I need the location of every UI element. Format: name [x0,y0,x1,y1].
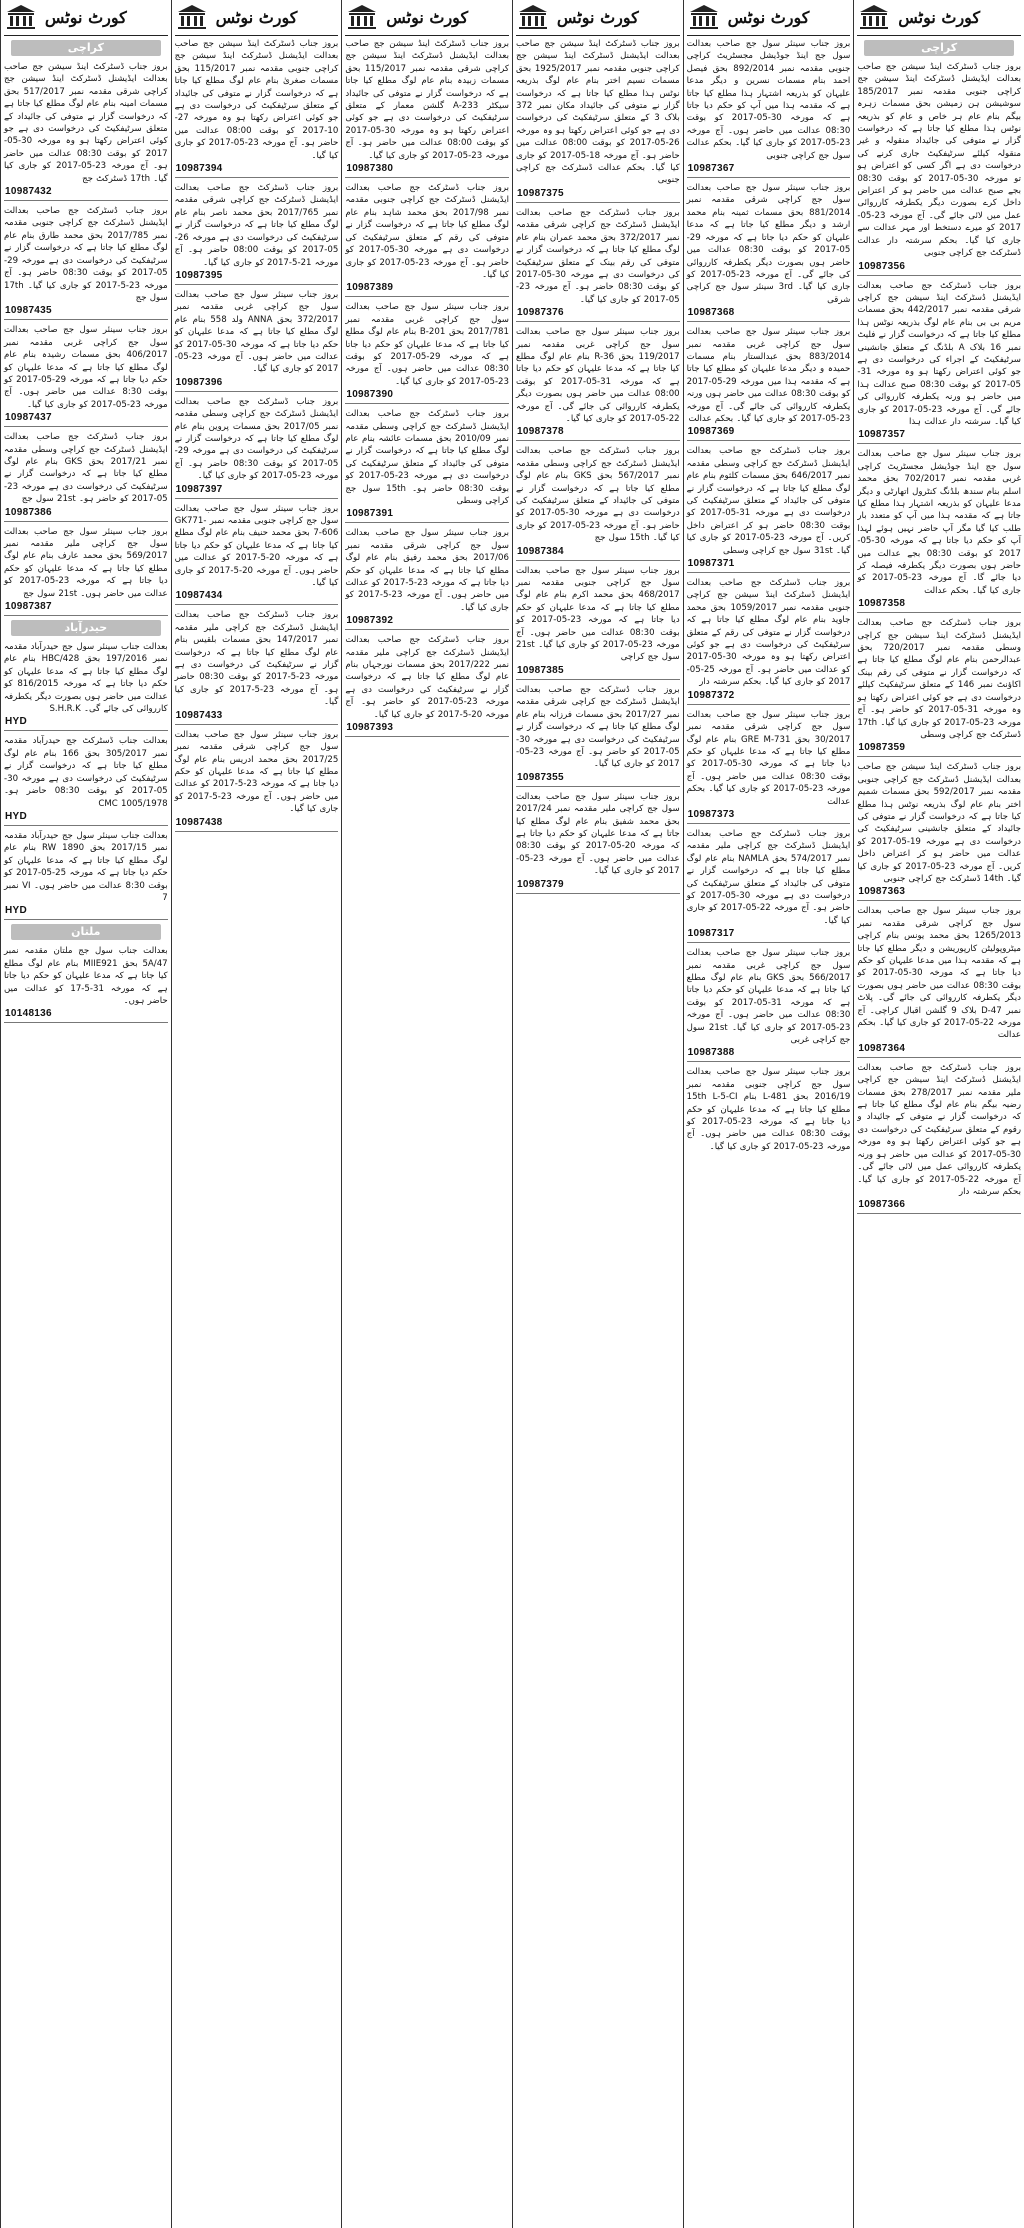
notice-reference-number: 10987434 [175,590,223,602]
notice-text: بروز جناب سینئر سول جج صاحب بعدالت سول جج کراچی غربی مقدمہ نمبر 566/2017 بحق GKS بنام عام لوگ مطلع کیا جاتا ہے کہ مدعا علیہان کو حکم دیا جاتا ہے کہ مورخہ 31-05-2017 کو بوقت 08:30 عدالت میں حاضر ہوں۔ آج مورخہ 23-05-2017 کو جاری کیا گیا۔ 21st سول جج کراچی غربی [686,948,851,1046]
notice-divider [175,831,339,832]
notice-text: بروز جناب سینئر سول جج صاحب بعدالت سول جج کراچی شرقی مقدمہ نمبر 2017/06 بحق محمد رفیق بنام عام لوگ مطلع کیا جاتا ہے کہ مدعا علیہان کو حکم دیا جاتا ہے کہ مورخہ 23-5-2017 کو عدالت میں حاضر ہوں۔ آج مورخہ 23-5-2017 کو جاری کیا گیا۔ [345,528,509,613]
notice-text: بروز جناب ڈسٹرکٹ جج صاحب بعدالت ایڈیشنل ڈسٹرکٹ جج کراچی ملیر مقدمہ نمبر 2017/222 بحق مسمات نورجہاں بنام عام لوگ مطلع کیا جاتا ہے کہ درخواست گزار نے سرٹیفکیٹ کی درخواست دی ہے مورخہ 23-05-2017 کو حاضر ہو۔ آج مورخہ 20-5-2017 کو جاری کیا گیا۔ [345,635,509,720]
notice-reference-number: 10987389 [346,282,394,294]
notice-reference-number: 10987392 [346,615,394,627]
notice-divider [4,521,168,522]
notice-text: بروز جناب ڈسٹرکٹ جج صاحب بعدالت ایڈیشنل ڈسٹرکٹ جج کراچی ملیر مقدمہ نمبر 574/2017 بحق NAMLA بنام عام لوگ مطلع کیا جاتا ہے کہ درخواست گزار نے متوفی کی جائیداد کے متعلق سرٹیفکیٹ کی درخواست دی ہے مورخہ 30-05-2017 کو حاضر ہو۔ آج مورخہ 22-05-2017 کو جاری کیا گیا۔ [686,828,851,926]
notice-reference-number: 10987359 [858,742,906,754]
notice-divider [345,736,509,737]
notice-reference-number: HYD [5,716,28,728]
notice-reference-number: 10987364 [858,1042,906,1054]
notice-reference-number: 10987355 [517,771,564,783]
notice-divider [857,443,1021,444]
column-header [857,0,1021,36]
notice-divider [175,724,339,725]
notice-divider [4,919,168,920]
notice-reference-number: 10987366 [858,1199,906,1211]
notice-reference-number: 10987317 [687,928,735,940]
notice-reference-number: 10987368 [687,307,735,319]
notice-text: بروز جناب ڈسٹرکٹ جج صاحب بعدالت ایڈیشنل ڈسٹرکٹ جج کراچی وسطی مقدمہ نمبر 2017/21 بحق GKS بنام عام لوگ مطلع کیا جاتا ہے کہ درخواست گزار نے سرٹیفکیٹ کی درخواست دی ہے مورخہ 23-05-2017 کو حاضر ہو۔ 21st سول جج [4,432,168,505]
notice-text: بروز جناب ڈسٹرکٹ جج صاحب بعدالت ایڈیشنل ڈسٹرکٹ جج کراچی ملیر مقدمہ نمبر 147/2017 بحق مسمات بلقیس بنام عام لوگ مطلع کیا جاتا ہے کہ درخواست گزار نے سرٹیفکیٹ کی درخواست دی ہے مورخہ 23-5-2017 کو بوقت 08:30 حاضر ہو۔ آج مورخہ 23-5-2017 کو جاری کیا گیا۔ [174,610,339,708]
notice-reference-number: 10987386 [5,506,52,518]
column-header [175,0,339,36]
notice-divider [4,200,168,201]
notice-text: بروز جناب سینئر سول جج صاحب بعدالت سول جج کراچی جنوبی مقدمہ نمبر GK771-7-606 بحق محمد حنیف بنام عام لوگ مطلع کیا جاتا ہے کہ مدعا علیہان کو حکم دیا جاتا ہے کہ مورخہ 20-5-2017 کو عدالت میں حاضر ہوں۔ آج مورخہ 20-5-2017 کو جاری کیا گیا۔ [174,503,339,589]
city-banner: ملتان [11,924,162,940]
notice-reference-number: 10987396 [175,376,223,388]
column-title: کورٹ نوٹس [556,8,639,27]
column-title: کورٹ نوٹس [44,8,127,27]
notice-text: بروز جناب ڈسٹرکٹ جج صاحب بعدالت ایڈیشنل ڈسٹرکٹ جج کراچی وسطی مقدمہ نمبر 646/2017 بحق مسمات کلثوم بنام عام لوگ مطلع کیا جاتا ہے کہ درخواست گزار نے متوفی کی جائیداد کے متعلق سرٹیفکیٹ کی درخواست دی ہے مورخہ 31-05-2017 کو بوقت 08:30 حاضر ہو کر اعتراض داخل کریں۔ آج مورخہ 23-05-2017 کو جاری کیا گیا۔ 31st سول جج کراچی وسطی [686,446,851,556]
notice-divider [175,391,339,392]
notice-text: بعدالت جناب سول جج ملتان مقدمہ نمبر 5A/47 بحق MIIE921 بنام عام لوگ مطلع کیا جاتا ہے کہ مدعا علیہان کو حکم دیا جاتا ہے کہ مورخہ 31-5-17 کو عدالت میں حاضر ہوں۔ [4,946,168,1006]
notice-divider [345,296,509,297]
notice-divider [687,440,851,441]
notice-divider [516,679,680,680]
column-header [345,0,509,36]
notice-divider [516,202,680,203]
notice-text: بروز جناب سینئر سول جج صاحب بعدالت سول جج کراچی غربی مقدمہ نمبر 406/2017 بحق مسمات رشیدہ بنام عام لوگ مطلع کیا جاتا ہے کہ مدعا علیہان کو حکم دیا جاتا ہے کہ مورخہ 29-05-2017 کو بوقت 8:30 عدالت میں حاضر ہوں۔ آج مورخہ 23-05-2017 کو جاری کیا گیا۔ [4,325,168,410]
notice-reference-number: 10987390 [346,389,394,401]
notice-reference-number: 10987391 [346,508,394,520]
notice-text: بعدالت جناب ڈسٹرکٹ جج حیدرآباد مقدمہ نمبر 305/2017 بحق 166 بنام عام لوگ مطلع کیا جاتا ہے کہ درخواست گزار نے سرٹیفکیٹ کی درخواست دی ہے مورخہ 30-05-2017 کو بوقت 08:30 حاضر ہو۔ 1005/1978 CMC [4,736,168,809]
notice-text: بروز جناب ڈسٹرکٹ جج صاحب بعدالت ایڈیشنل ڈسٹرکٹ اینڈ سیشن جج کراچی جنوبی مقدمہ نمبر 1059/2017 بحق محمد جاوید بنام عام لوگ مطلع کیا جاتا ہے کہ درخواست گزار نے متوفی کی رقم کے متعلق سرٹیفکیٹ کی درخواست دی ہے جو کوئی اعتراض رکھتا ہو وہ مورخہ 30-05-2017 کو عدالت میں حاضر ہو۔ آج مورخہ 25-05-2017 کو جاری کیا گیا۔ بحکم سرشتہ دار [686,578,851,688]
notice-text: بروز جناب سینئر سول جج صاحب بعدالت سول جج کراچی جنوبی مقدمہ نمبر 468/2017 بحق محمد اکرم بنام عام لوگ مطلع کیا جاتا ہے کہ مدعا علیہان کو حکم دیا جاتا ہے کہ مورخہ 23-05-2017 کو بوقت 08:30 عدالت میں حاضر ہوں۔ آج مورخہ 23-05-2017 کو جاری کیا گیا۔ 21st سول جج کراچی [516,565,680,663]
notice-column [341,0,512,2228]
city-banner: کراچی [864,40,1015,56]
notice-text: بروز جناب سینئر سول جج صاحب بعدالت سول جج کراچی غربی مقدمہ نمبر 372/2017 بحق ANNA ولد 558 بنام عام لوگ مطلع کیا جاتا ہے کہ مدعا علیہان کو حکم دیا جاتا ہے کہ مورخہ 30-05-2017 کو عدالت میں حاضر ہوں۔ آج مورخہ 23-05-2017 کو جاری کیا گیا۔ [174,289,339,375]
notice-reference-number: 10987358 [858,598,906,610]
notice-text: بروز جناب ڈسٹرکٹ جج صاحب بعدالت ایڈیشنل ڈسٹرکٹ اینڈ سیشن جج کراچی وسطی مقدمہ نمبر 720/2017 بحق عبدالرحمن بنام عام لوگ مطلع کیا جاتا ہے کہ درخواست گزار نے متوفی کی رقم بینک اکاؤنٹ نمبر 146 کے متعلق سرٹیفکیٹ کیلئے درخواست دی ہے جو کوئی اعتراض رکھتا ہو وہ مورخہ 31-05-2017 کو حاضر ہو۔ آج مورخہ 23-05-2017 کو جاری کیا گیا۔ 17th ڈسٹرکٹ جج کراچی وسطی [857,618,1021,740]
notice-reference-number: 10148136 [5,1008,52,1020]
notice-divider [4,319,168,320]
court-building-icon [177,4,207,30]
notice-text: بروز جناب سینئر سول جج صاحب بعدالت سول جج کراچی شرقی مقدمہ نمبر 881/2014 بحق مسمات ثمینہ بنام محمد ارشد و دیگر مطلع کیا جاتا ہے کہ مدعا علیہان کو حکم دیا جاتا ہے کہ مورخہ 29-05-2017 کو بوقت 08:30 عدالت میں حاضر ہوں بصورت دیگر یکطرفہ کارروائی کی جائے گی۔ آج مورخہ 23-05-2017 کو جاری کیا گیا۔ 3rd سینئر سول جج کراچی شرقی [686,183,851,305]
notice-divider [345,522,509,523]
notice-reference-number: 10987397 [175,483,223,495]
notice-text: بعدالت جناب سینئر سول جج حیدرآباد مقدمہ نمبر 2017/15 بحق RW 1890 بنام عام لوگ مطلع کیا جاتا ہے کہ مدعا علیہان کو حکم دیا جاتا ہے کہ مورخہ 25-05-2017 کو بوقت 8:30 عدالت میں حاضر ہوں۔ VI نمبر 7 [4,830,168,903]
notice-divider [687,321,851,322]
notice-text: بروز جناب سینئر سول جج صاحب بعدالت سول جج کراچی ملیر مقدمہ نمبر 569/2017 بحق محمد عارف بنام عام لوگ مطلع کیا جاتا ہے کہ مدعا علیہان کو حکم دیا جاتا ہے کہ مورخہ 23-05-2017 کو عدالت میں حاضر ہوں۔ 21st سول جج [4,526,168,599]
notice-reference-number: 10987380 [346,163,394,175]
notice-divider [857,1057,1021,1058]
notice-text: بروز جناب سینئر سول جج صاحب بعدالت سول جج اینڈ جوڈیشل مجسٹریٹ کراچی غربی مقدمہ نمبر 702/2017 بحق محمد اسلم بنام سندھ بلڈنگ کنٹرول اتھارٹی و دیگر مدعا علیہان کو بذریعہ اشتہار ہذا مطلع کیا جاتا ہے کہ مقدمہ ہذا میں آپ کو متعدد بار طلب کیا گیا مگر آپ حاضر نہیں ہوئے لہذا آپ کو حکم دیا جاتا ہے کہ مورخہ 30-05-2017 کو بوقت 08:30 بجے عدالت میں حاضر ہوں بصورت دیگر یکطرفہ فیصلہ کر دیا جائے گا۔ آج مورخہ 23-05-2017 کو جاری کیا گیا۔ بحکم عدالت [857,449,1021,596]
court-building-icon [859,4,889,30]
notice-text: بروز جناب سینئر سول جج صاحب بعدالت سول جج کراچی شرقی مقدمہ نمبر 1265/2013 بحق محمد یونس بنام کراچی میٹروپولیٹن کارپوریشن و دیگر مطلع کیا جاتا ہے کہ مقدمہ ہذا میں مدعا علیہان کو حکم دیا جاتا ہے کہ مورخہ 30-05-2017 کو بوقت 08:30 عدالت میں حاضر ہوں بصورت دیگر یکطرفہ کارروائی کی جائے گی۔ پلاٹ نمبر D-47 بلاک 9 گلشن اقبال کراچی۔ آج مورخہ 22-05-2017 کو جاری کیا گیا۔ بحکم عدالت [857,906,1021,1041]
notice-text: بروز جناب ڈسٹرکٹ اینڈ سیشن جج صاحب بعدالت ایڈیشنل ڈسٹرکٹ اینڈ سیشن جج کراچی شرقی مقدمہ نمبر 115/2017 بحق مسمات زبیدہ بنام عام لوگ مطلع کیا جاتا ہے کہ درخواست گزار نے متوفی کی جائیداد سیکٹر A-233 گلشن معمار کے متعلق سرٹیفکیٹ کی درخواست دی ہے جو کوئی اعتراض رکھتا ہو وہ مورخہ 30-05-2017 کو بوقت 08:00 عدالت میں حاضر ہو۔ آج مورخہ 23-05-2017 کو جاری کیا گیا۔ [345,39,509,161]
notice-text: بروز جناب ڈسٹرکٹ جج صاحب بعدالت ایڈیشنل ڈسٹرکٹ جج کراچی جنوبی مقدمہ نمبر 2017/785 بحق محمد طارق بنام عام لوگ مطلع کیا جاتا ہے کہ درخواست گزار نے سرٹیفکیٹ کی درخواست دی ہے مورخہ 29-05-2017 کو بوقت 08:30 حاضر ہو۔ آج مورخہ 23-5-2017 کو جاری کیا گیا۔ 17th سول جج [4,206,168,303]
notice-divider [857,756,1021,757]
notice-reference-number: 10987438 [175,816,223,828]
notice-divider [857,900,1021,901]
notice-text: بروز جناب ڈسٹرکٹ اینڈ سیشن جج صاحب بعدالت ایڈیشنل ڈسٹرکٹ جج کراچی جنوبی مقدمہ نمبر 592/2017 بحق مسمات شمیم اختر بنام عام لوگ بذریعہ نوٹس ہذا مطلع کیا جاتا ہے کہ درخواست گزار نے متوفی کی جائیداد کے متعلق جانشینی سرٹیفکیٹ کی درخواست دی ہے مورخہ 19-05-2017 کو عدالت میں حاضر ہو کر اعتراض داخل کریں۔ آج مورخہ 23-05-2017 کو جاری کیا گیا۔ 14th ڈسٹرکٹ جج کراچی جنوبی [857,762,1021,884]
notice-column [0,0,171,2228]
notice-text: بروز جناب سینئر سول جج صاحب بعدالت سول جج کراچی غربی مقدمہ نمبر 119/2017 بحق R-36 بنام عام لوگ مطلع کیا جاتا ہے کہ مدعا علیہان کو حکم دیا جاتا ہے کہ مورخہ 31-05-2017 کو بوقت 08:00 عدالت میں حاضر ہوں بصورت دیگر یکطرفہ کارروائی کی جائے گی۔ آج مورخہ 22-05-2017 کو جاری کیا گیا۔ [516,327,680,424]
notice-text: بروز جناب ڈسٹرکٹ جج صاحب بعدالت ایڈیشنل ڈسٹرکٹ اینڈ سیشن جج کراچی شرقی مقدمہ نمبر 442/2017 بحق مسمات مریم بی بی بنام عام لوگ بذریعہ نوٹس ہذا مطلع کیا جاتا ہے کہ درخواست گزار نے فلیٹ نمبر 16 بلاک A بلڈنگ کے متعلق جانشینی سرٹیفکیٹ کے اجراء کی درخواست دی ہے جو کوئی اعتراض رکھتا ہو وہ مورخہ 31-05-2017 کو بوقت 08:30 صبح عدالت ہذا میں حاضر ہو ورنہ یکطرفہ کارروائی کی جائے گی۔ آج مورخہ 23-05-2017 کو جاری کیا گیا۔ سرشتہ دار عدالت ہذا [857,280,1021,427]
column-title: کورٹ نوٹس [215,8,298,27]
notice-text: بروز جناب ڈسٹرکٹ جج صاحب بعدالت ایڈیشنل ڈسٹرکٹ جج کراچی شرقی مقدمہ نمبر 2017/27 بحق مسمات فرزانہ بنام عام لوگ مطلع کیا جاتا ہے کہ درخواست گزار نے سرٹیفکیٹ کی درخواست دی ہے مورخہ 30-05-2017 کو حاضر ہو۔ آج مورخہ 23-05-2017 کو جاری کیا گیا۔ [516,684,680,770]
court-building-icon [347,4,377,30]
notice-divider [345,403,509,404]
notice-text: بروز جناب ڈسٹرکٹ جج صاحب بعدالت ایڈیشنل ڈسٹرکٹ جج کراچی شرقی مقدمہ نمبر 372/2017 بحق محمد عمران بنام عام لوگ مطلع کیا جاتا ہے کہ درخواست گزار نے متوفی کی رقم بینک کے متعلق سرٹیفکیٹ کی درخواست دی ہے مورخہ 30-05-2017 کو بوقت 08:30 حاضر ہو۔ آج مورخہ 23-05-2017 کو جاری کیا گیا۔ [516,207,680,305]
notice-reference-number: 10987357 [858,429,906,441]
court-building-icon [518,4,548,30]
column-title: کورٹ نوٹس [727,8,810,27]
column-header [687,0,851,36]
notice-reference-number: 10987388 [687,1047,735,1059]
city-banner: حیدرآباد [11,620,162,636]
notice-divider [687,1061,851,1062]
notice-reference-number: 10987394 [175,163,223,175]
notice-text: بروز جناب سینئر سول جج صاحب بعدالت سول جج کراچی غربی مقدمہ نمبر 883/2014 بحق عبدالستار بنام مسمات حمیدہ و دیگر مدعا علیہان کو مطلع کیا جاتا ہے کہ مقدمہ ہذا میں مورخہ 29-05-2017 کو بوقت 08:30 عدالت میں حاضر ہوں ورنہ یکطرفہ کارروائی کی جائے گی۔ آج مورخہ 23-05-2017 کو جاری کیا گیا۔ بحکم عدالت [686,327,851,424]
notice-divider [687,942,851,943]
notice-divider [175,284,339,285]
city-banner: کراچی [11,40,162,56]
notice-divider [857,1213,1021,1214]
notice-reference-number: 10987393 [346,722,394,734]
notice-reference-number: 10987379 [517,878,564,890]
notice-divider [345,177,509,178]
notice-column [683,0,854,2228]
column-header [516,0,680,36]
column-title: کورٹ نوٹس [386,8,469,27]
notice-text: بروز جناب ڈسٹرکٹ اینڈ سیشن جج صاحب بعدالت ایڈیشنل ڈسٹرکٹ اینڈ سیشن جج کراچی جنوبی مقدمہ نمبر 1925/2017 بحق مسمات نسیم اختر بنام عام لوگ بذریعہ نوٹس ہذا مطلع کیا جاتا ہے کہ درخواست گزار نے متوفی کی جائیداد مکان نمبر 372 بلاک 3 کے متعلق سرٹیفکیٹ کی درخواست دی ہے جو کوئی اعتراض رکھتا ہو وہ مورخہ 26-05-2017 کو بوقت 08:00 عدالت میں حاضر ہو۔ آج مورخہ 18-05-2017 کو جاری کیا گیا۔ بحکم عدالت ڈسٹرکٹ جج کراچی جنوبی [516,39,680,186]
notice-divider [345,629,509,630]
notice-text: بروز جناب ڈسٹرکٹ اینڈ سیشن جج صاحب بعدالت ایڈیشنل ڈسٹرکٹ اینڈ سیشن جج کراچی جنوبی مقدمہ نمبر 115/2017 بحق مسمات صغریٰ بنام عام لوگ مطلع کیا جاتا ہے کہ درخواست گزار نے متوفی کی جائیداد کے متعلق سرٹیفکیٹ کی درخواست دی ہے جو کوئی اعتراض رکھتا ہو وہ مورخہ 27-10-2017 کو بوقت 08:00 عدالت میں حاضر ہو۔ آج مورخہ 23-05-2017 کو جاری کیا گیا۔ [174,39,339,161]
notice-reference-number: 10987384 [517,545,564,557]
court-building-icon [689,4,719,30]
notice-text: بروز جناب ڈسٹرکٹ جج صاحب بعدالت ایڈیشنل ڈسٹرکٹ جج کراچی وسطی مقدمہ نمبر 2017/05 بحق مسمات پروین بنام عام لوگ مطلع کیا جاتا ہے کہ درخواست گزار نے سرٹیفکیٹ کی درخواست دی ہے مورخہ 29-05-2017 کو بوقت 08:30 حاضر ہو۔ آج مورخہ 23-05-2017 کو جاری کیا گیا۔ [174,396,339,482]
notice-divider [175,604,339,605]
notice-reference-number: 10987432 [5,186,52,198]
notice-reference-number: 10987372 [687,689,735,701]
notice-reference-number: 10987435 [5,305,52,317]
notice-text: بروز جناب ڈسٹرکٹ جج صاحب بعدالت ایڈیشنل ڈسٹرکٹ جج کراچی شرقی مقدمہ نمبر 2017/765 بحق محمد ناصر بنام عام لوگ مطلع کیا جاتا ہے کہ درخواست گزار نے سرٹیفکیٹ کی درخواست دی ہے مورخہ 26-05-2017 کو بوقت 08:00 حاضر ہو۔ آج مورخہ 21-5-2017 کو جاری کیا گیا۔ [174,183,339,268]
notice-divider [4,1022,168,1023]
notice-text: بروز جناب سینئر سول جج صاحب بعدالت سول جج کراچی ملیر مقدمہ نمبر 2017/24 بحق محمد شفیق بنام عام لوگ مطلع کیا جاتا ہے کہ مدعا علیہان کو حکم دیا جاتا ہے کہ مورخہ 20-05-2017 کو بوقت 08:30 عدالت میں حاضر ہوں۔ آج مورخہ 23-05-2017 کو جاری کیا گیا۔ [516,791,680,877]
notice-reference-number: HYD [5,905,28,917]
notice-text: بروز جناب سینئر سول جج صاحب بعدالت سول جج کراچی شرقی مقدمہ نمبر 30/2017 بحق GRE M-731 بنام عام لوگ مطلع کیا جاتا ہے کہ مدعا علیہان کو حکم دیا جاتا ہے کہ مورخہ 30-05-2017 کو بوقت 08:30 عدالت میں حاضر ہوں۔ آج مورخہ 23-05-2017 کو جاری کیا گیا۔ بحکم عدالت [686,709,851,807]
notice-reference-number: 10987373 [687,808,735,820]
notice-divider [687,177,851,178]
notice-divider [4,615,168,616]
notice-reference-number: 10987376 [517,307,564,319]
notice-divider [516,321,680,322]
notice-divider [857,275,1021,276]
notice-divider [857,612,1021,613]
notice-reference-number: 10987369 [687,426,735,438]
notice-text: بعدالت جناب سینئر سول جج حیدرآباد مقدمہ نمبر 197/2016 بحق HBC/428 بنام عام لوگ مطلع کیا جاتا ہے کہ مدعا علیہان کو حکم دیا جاتا ہے کہ مورخہ 816/2015 کو عدالت میں حاضر ہوں بصورت دیگر یکطرفہ کارروائی کی جائے گی۔ S.H.R.K [4,642,168,715]
notice-text: بروز جناب ڈسٹرکٹ اینڈ سیشن جج صاحب بعدالت ایڈیشنل ڈسٹرکٹ اینڈ سیشن جج کراچی جنوبی مقدمہ نمبر 185/2017 سوشیشن ہن زمیشن بحق مسمات زہرہ بیگم بنام عام ہر خاص و عام کو بذریعہ نوٹس ہذا مطلع کیا جاتا ہے کہ درخواست گزار نے متوفی کی جائیداد منقولہ و غیر منقولہ کیلئے سرٹیفکیٹ جاری کرنے کی درخواست دی ہے اگر کسی کو اعتراض ہو تو مورخہ 30-05-2017 کو بوقت 08:30 بجے صبح عدالت میں حاضر ہو کر اعتراض داخل کرے بصورت دیگر یکطرفہ کارروائی عمل میں لائی جائے گی۔ آج مورخہ 23-05-2017 کو میرے دستخط اور مہر عدالت سے جاری کیا گیا۔ بحکم سرشتہ دار عدالت ڈسٹرکٹ جج کراچی جنوبی [857,62,1021,259]
notice-reference-number: 10987371 [687,558,735,570]
notice-text: بروز جناب سینئر سول جج صاحب بعدالت سول جج کراچی شرقی مقدمہ نمبر 2017/25 بحق محمد ادریس بنام عام لوگ مطلع کیا جاتا ہے کہ مدعا علیہان کو حکم دیا جاتا ہے کہ مورخہ 23-5-2017 کو عدالت میں حاضر ہوں۔ آج مورخہ 23-5-2017 کو جاری کیا گیا۔ [174,729,339,815]
court-building-icon [6,4,36,30]
notice-divider [687,572,851,573]
notice-text: بروز جناب ڈسٹرکٹ جج صاحب بعدالت ایڈیشنل ڈسٹرکٹ جج کراچی وسطی مقدمہ نمبر 567/2017 بحق GKS بنام عام لوگ مطلع کیا جاتا ہے کہ درخواست گزار نے متوفی کی جائیداد کے متعلق سرٹیفکیٹ کی درخواست دی ہے مورخہ 30-05-2017 کو حاضر ہو۔ آج مورخہ 23-05-2017 کو جاری کیا گیا۔ 15th سول جج [516,446,680,544]
notice-reference-number: 10987375 [517,187,564,199]
column-header [4,0,168,36]
notice-divider [687,704,851,705]
notice-divider [4,730,168,731]
notice-reference-number: 10987367 [687,163,735,175]
notice-text: بروز جناب سینئر سول جج صاحب بعدالت سول جج کراچی جنوبی مقدمہ نمبر 2016/19 بحق L-481 بنام 15th L-5-CI مطلع کیا جاتا ہے کہ مدعا علیہان کو حکم دیا جاتا ہے کہ مورخہ 23-05-2017 کو بوقت 08:30 عدالت میں حاضر ہوں۔ آج مورخہ 23-05-2017 کو جاری کیا گیا۔ [686,1067,851,1152]
notice-reference-number: HYD [5,810,28,822]
notice-text: بروز جناب ڈسٹرکٹ اینڈ سیشن جج صاحب بعدالت ایڈیشنل ڈسٹرکٹ اینڈ سیشن جج کراچی شرقی مقدمہ نمبر 517/2017 بحق مسمات امینہ بنام عام لوگ مطلع کیا جاتا ہے کہ درخواست گزار نے متوفی کی جائیداد کے متعلق سرٹیفکیٹ کی درخواست دی ہے جو کوئی اعتراض رکھتا ہو وہ مورخہ 30-05-2017 کو بوقت 08:30 عدالت میں حاضر ہو۔ آج مورخہ 23-05-2017 کو جاری کیا گیا۔ 17th ڈسٹرکٹ جج [4,62,168,184]
notice-divider [175,498,339,499]
notice-text: بروز جناب سینئر سول جج صاحب بعدالت سول جج اینڈ جوڈیشل مجسٹریٹ کراچی جنوبی مقدمہ نمبر 892/2014 بحق فیصل احمد بنام مسمات نسرین و دیگر مدعا علیہان کو بذریعہ اشتہار ہذا مطلع کیا جاتا ہے کہ مقدمہ ہذا میں آپ کو حکم دیا جاتا ہے کہ مورخہ 30-05-2017 کو بوقت 08:30 عدالت میں حاضر ہوں۔ آج مورخہ 23-05-2017 کو جاری کیا گیا۔ بحکم عدالت سول جج کراچی جنوبی [686,39,851,161]
notice-divider [4,825,168,826]
notice-column [512,0,683,2228]
notice-divider [516,440,680,441]
notice-text: بروز جناب ڈسٹرکٹ جج صاحب بعدالت ایڈیشنل ڈسٹرکٹ جج کراچی وسطی مقدمہ نمبر 2010/09 بحق مسمات عائشہ بنام عام لوگ مطلع کیا جاتا ہے کہ درخواست گزار نے متوفی کی جائیداد کے متعلق سرٹیفکیٹ کی درخواست دی ہے مورخہ 23-05-2017 کو بوقت 08:30 حاضر ہو۔ 15th سول جج کراچی وسطی [345,409,509,506]
notice-column [171,0,342,2228]
notice-divider [516,893,680,894]
notice-divider [516,786,680,787]
notice-divider [4,426,168,427]
notice-reference-number: 10987356 [858,260,906,272]
notice-reference-number: 10987378 [517,426,564,438]
notice-divider [516,560,680,561]
notice-reference-number: 10987387 [5,601,52,613]
column-title: کورٹ نوٹس [898,8,981,27]
notice-reference-number: 10987433 [175,709,223,721]
notice-text: بروز جناب ڈسٹرکٹ جج صاحب بعدالت ایڈیشنل ڈسٹرکٹ جج کراچی جنوبی مقدمہ نمبر 2017/98 بحق محمد شاہد بنام عام لوگ مطلع کیا جاتا ہے کہ درخواست گزار نے متوفی کی رقم کے متعلق سرٹیفکیٹ کی درخواست دی ہے مورخہ 30-05-2017 کو حاضر ہو۔ آج مورخہ 23-05-2017 کو جاری کیا گیا۔ [345,183,509,280]
notice-text: بروز جناب سینئر سول جج صاحب بعدالت سول جج کراچی غربی مقدمہ نمبر 2017/781 بحق B-201 بنام عام لوگ مطلع کیا جاتا ہے کہ مدعا علیہان کو حکم دیا جاتا ہے کہ مورخہ 29-05-2017 کو بوقت 08:30 عدالت میں حاضر ہوں۔ آج مورخہ 23-05-2017 کو جاری کیا گیا۔ [345,302,509,387]
notice-column [853,0,1024,2228]
notice-reference-number: 10987395 [175,269,223,281]
notice-text: بروز جناب ڈسٹرکٹ جج صاحب بعدالت ایڈیشنل ڈسٹرکٹ اینڈ سیشن جج کراچی ملیر مقدمہ نمبر 278/2017 بحق مسمات رضیہ بیگم بنام عام لوگ مطلع کیا جاتا ہے کہ درخواست گزار نے متوفی کے جائیداد و رقوم کے متعلق سرٹیفکیٹ کی درخواست دی ہے جو کوئی اعتراض رکھتا ہو وہ مورخہ 30-05-2017 کو عدالت میں حاضر ہو ورنہ یکطرفہ کارروائی عمل میں لائی جائے گی۔ آج مورخہ 22-05-2017 کو جاری کیا گیا۔ بحکم سرشتہ دار [857,1062,1021,1197]
notice-reference-number: 10987385 [517,664,564,676]
notice-divider [175,177,339,178]
notice-reference-number: 10987363 [858,886,906,898]
notice-reference-number: 10987437 [5,412,52,424]
notice-divider [687,823,851,824]
